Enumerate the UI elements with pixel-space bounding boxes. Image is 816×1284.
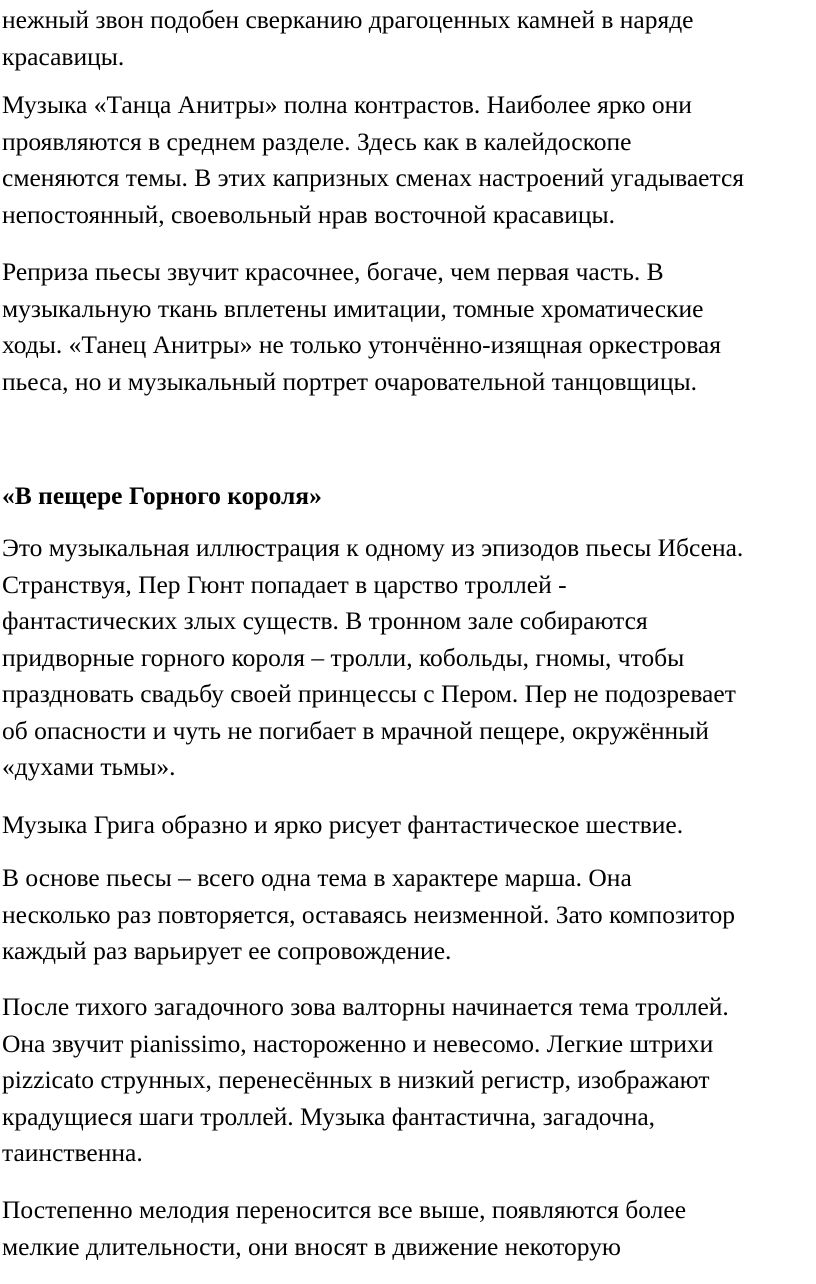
text-line: сменяются темы. В этих капризных сменах настроений угадывается (2, 163, 744, 192)
text-line: музыкальную ткань вплетены имитации, томные хроматические (2, 293, 704, 323)
text-line: Постепенно мелодия переносится все выше, появляются более (2, 1195, 687, 1224)
text-line: «духами тьмы». (2, 752, 176, 781)
paragraph-reprise (2, 254, 721, 400)
text-line: придворные горного короля – тролли, кобольды, гномы, чтобы (2, 642, 685, 672)
text-line: ходы. «Танец Анитры» не только утончённо-изящная оркестровая (2, 330, 721, 359)
text-line: нежный звон подобен сверканию драгоценных камней в наряде (2, 5, 694, 34)
text-line: Реприза пьесы звучит красочнее, богаче, чем первая часть. В (2, 257, 664, 286)
text-line: таинственна. (2, 1138, 143, 1167)
paragraph-horn-call (2, 989, 729, 1172)
section-heading (2, 478, 322, 515)
paragraph-illustration (2, 530, 743, 786)
text-line: фантастических злых существ. В тронном зале собираются (2, 606, 648, 635)
paragraph-procession (2, 807, 683, 844)
text-line: Музыка Грига образно и ярко рисует фантастическое шествие. (2, 810, 684, 839)
text-line: непостоянный, своевольный нрав восточной красавицы. (2, 199, 616, 229)
text-line: Странствуя, Пер Гюнт попадает в царство троллей - (2, 569, 567, 599)
text-line: После тихого загадочного зова валторны начинается тема троллей. (2, 992, 729, 1021)
heading-text: «В пещере Горного короля» (2, 481, 322, 510)
text-line: крадущиеся шаги троллей. Музыка фантастична, загадочна, (2, 1101, 656, 1131)
text-line: Музыка «Танца Анитры» полна контрастов. Наиболее ярко они (2, 90, 692, 119)
text-line: праздновать свадьбу своей принцессы с Пером. Пер не подозревает (2, 679, 736, 708)
paragraph-march-theme (2, 860, 735, 970)
text-line: несколько раз повторяется, оставаясь неизменной. Зато композитор (2, 899, 735, 929)
paragraph-melody-rises (2, 1192, 686, 1265)
text-line: красавицы. (2, 41, 125, 71)
text-line: мелкие длительности, они вносят в движение некоторую (2, 1231, 621, 1261)
text-line: пьеса, но и музыкальный портрет очаровательной танцовщицы. (2, 366, 697, 396)
text-line: В основе пьесы – всего одна тема в характере марша. Она (2, 863, 632, 892)
text-line: каждый раз варьирует ее сопровождение. (2, 936, 452, 965)
text-line: об опасности и чуть не погибает в мрачной пещере, окружённый (2, 715, 709, 745)
paragraph-dance-continuation (2, 2, 694, 75)
text-line: Это музыкальная иллюстрация к одному из эпизодов пьесы Ибсена. (2, 533, 744, 562)
text-line: pizzicato струнных, перенесённых в низкий регистр, изображают (2, 1065, 710, 1094)
text-line: проявляются в среднем разделе. Здесь как в калейдоскопе (2, 126, 632, 156)
paragraph-contrasts (2, 87, 744, 233)
text-line: Она звучит pianissimo, настороженно и невесомо. Легкие штрихи (2, 1028, 714, 1058)
